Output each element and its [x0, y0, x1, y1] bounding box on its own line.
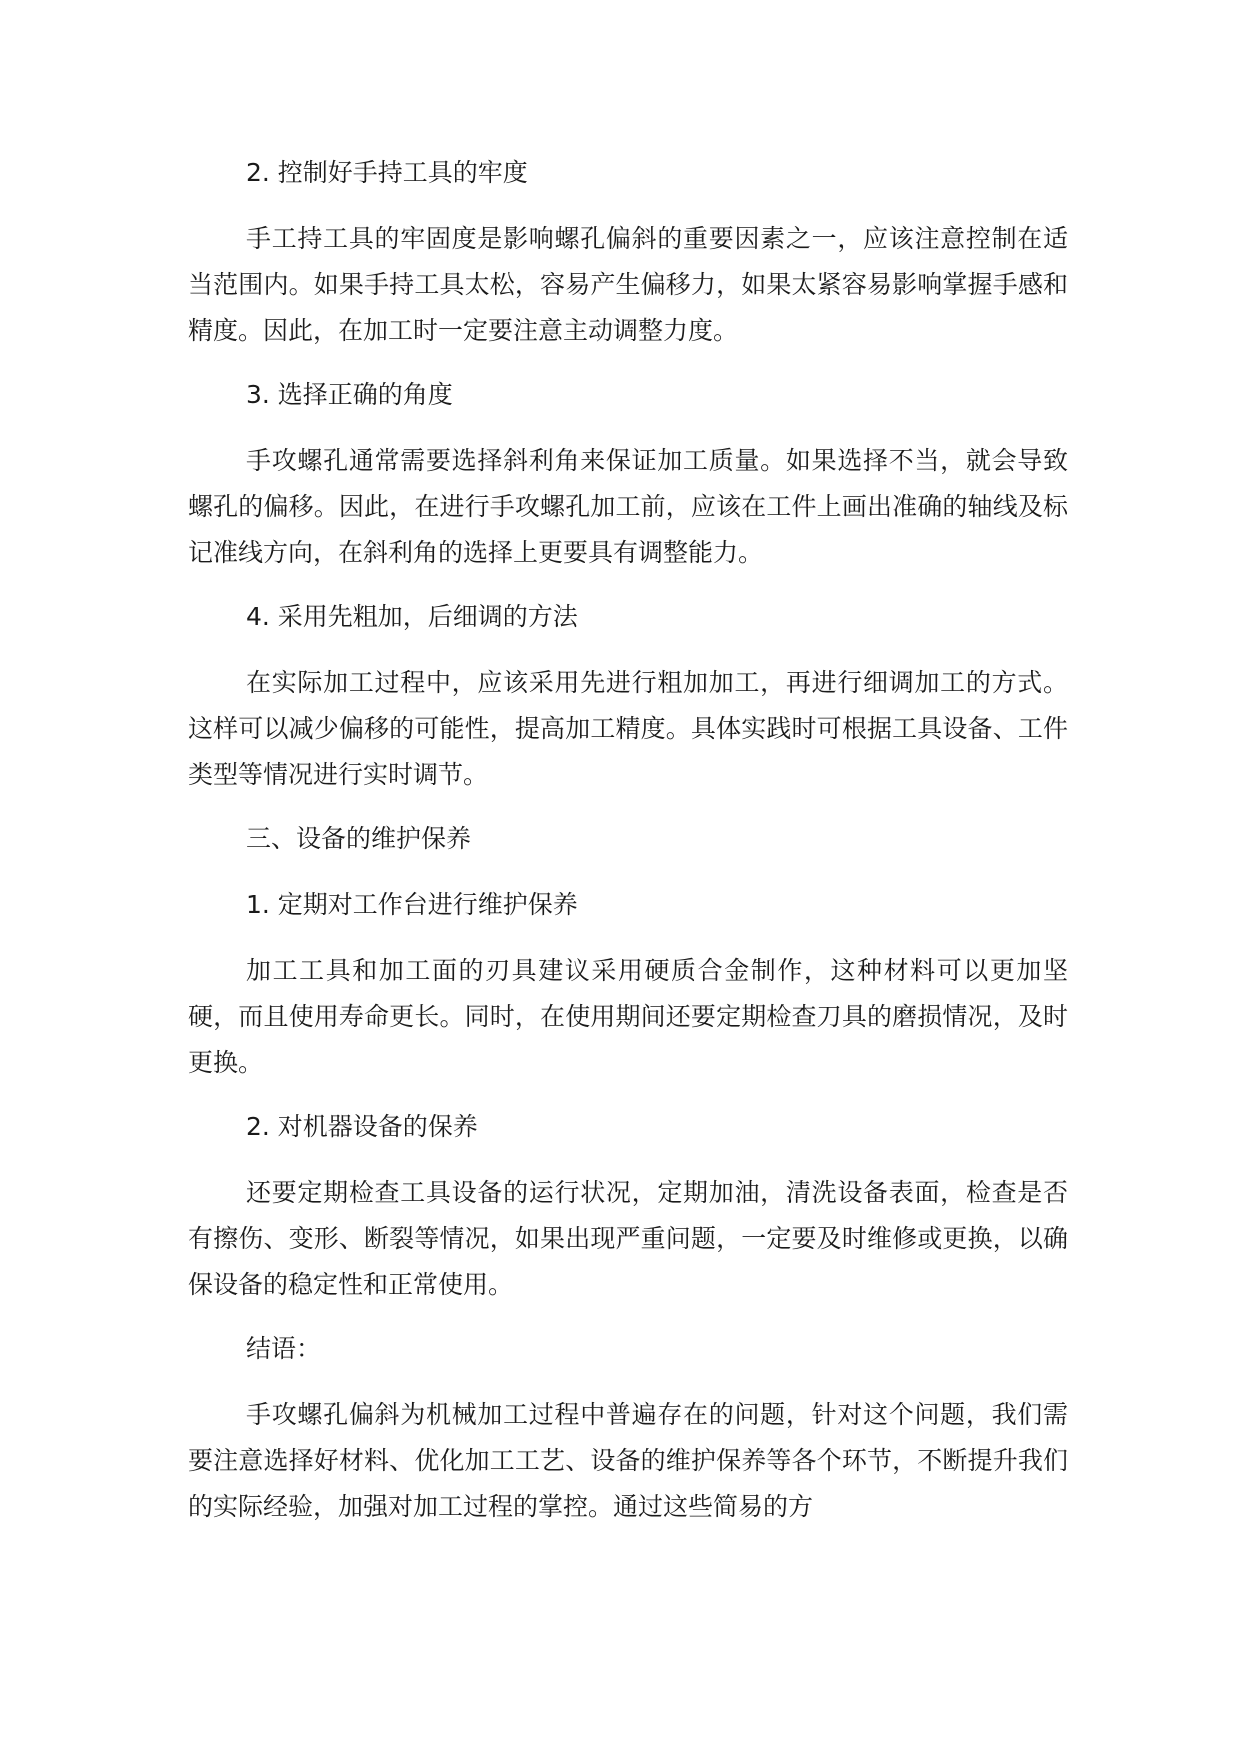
- section-heading-tool-grip: 2. 控制好手持工具的牢度: [246, 158, 528, 187]
- paragraph-angle: 手攻螺孔通常需要选择斜利角来保证加工质量。如果选择不当，就会导致螺孔的偏移。因此，在进行手攻螺孔加工前，应该在工件上画出准确的轴线及标记准线方向，在斜利角的选择上更要具有调整能力。: [188, 446, 1068, 567]
- conclusion-heading: 结语：: [246, 1334, 322, 1363]
- section-heading-rough-then-fine: 4. 采用先粗加，后细调的方法: [246, 602, 578, 631]
- document-body: [188, 150, 1068, 1530]
- paragraph-workbench: 加工工具和加工面的刃具建议采用硬质合金制作，这种材料可以更加坚硬，而且使用寿命更长。同时，在使用期间还要定期检查刀具的磨损情况，及时更换。: [188, 956, 1068, 1077]
- paragraph-machine-care: 还要定期检查工具设备的运行状况，定期加油，清洗设备表面，检查是否有擦伤、变形、断裂等情况，如果出现严重问题，一定要及时维修或更换，以确保设备的稳定性和正常使用。: [188, 1178, 1068, 1299]
- section-heading-machine-care: 2. 对机器设备的保养: [246, 1112, 478, 1141]
- section-heading-workbench: 1. 定期对工作台进行维护保养: [246, 890, 578, 919]
- paragraph-rough-then-fine: 在实际加工过程中，应该采用先进行粗加加工，再进行细调加工的方式。这样可以减少偏移的可能性，提高加工精度。具体实践时可根据工具设备、工件类型等情况进行实时调节。: [188, 668, 1068, 789]
- paragraph-tool-grip: 手工持工具的牢固度是影响螺孔偏斜的重要因素之一，应该注意控制在适当范围内。如果手持工具太松，容易产生偏移力，如果太紧容易影响掌握手感和精度。因此，在加工时一定要注意主动调整力度。: [188, 224, 1068, 345]
- section-heading-angle: 3. 选择正确的角度: [246, 380, 453, 409]
- paragraph-conclusion: 手攻螺孔偏斜为机械加工过程中普遍存在的问题，针对这个问题，我们需要注意选择好材料、优化加工工艺、设备的维护保养等各个环节，不断提升我们的实际经验，加强对加工过程的掌控。通过这些简易的方: [188, 1400, 1068, 1521]
- chapter-heading-maintenance: 三、设备的维护保养: [246, 824, 472, 853]
